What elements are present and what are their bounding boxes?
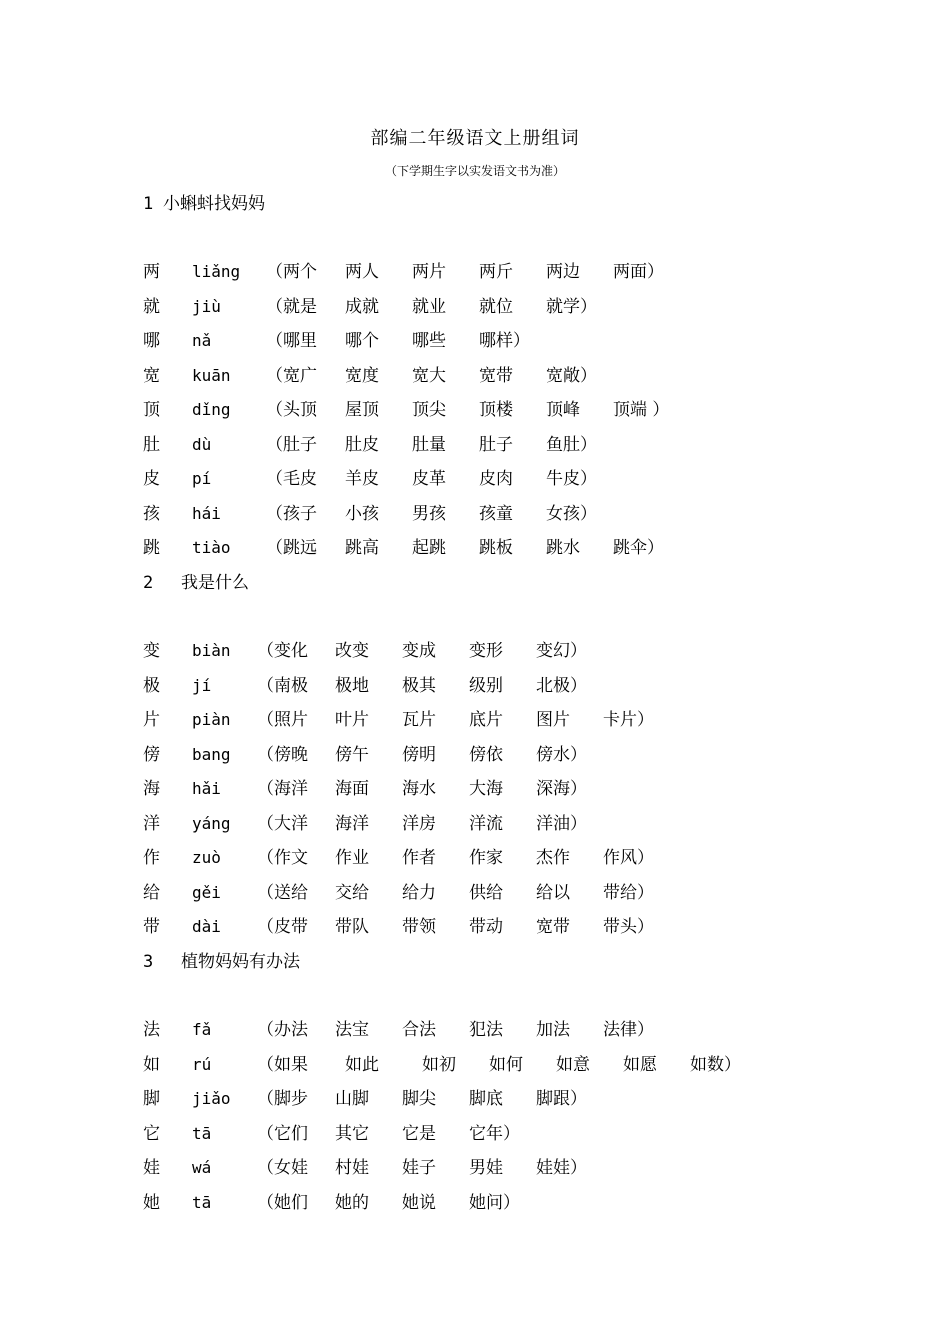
vocab-row (0, 363, 950, 389)
vocab-word: （孩子 (266, 503, 317, 524)
vocab-word: 肚皮 (345, 434, 379, 455)
vocab-row (0, 638, 950, 664)
vocab-pinyin: hái (192, 503, 221, 523)
vocab-word: （送给 (257, 882, 308, 903)
vocab-word: 娃子 (402, 1158, 436, 1178)
vocab-character: 就 (143, 296, 160, 317)
vocab-pinyin: jí (192, 675, 212, 695)
vocab-word: 娃娃） (536, 1158, 587, 1178)
vocab-word: （头顶 (266, 400, 317, 420)
vocab-word: （办法 (257, 1020, 308, 1040)
vocab-pinyin: pí (192, 469, 212, 488)
vocab-word: （照片 (257, 710, 308, 730)
vocab-word: 就学） (546, 296, 597, 317)
vocab-word: 作风） (603, 848, 654, 868)
vocab-pinyin: liǎng (192, 262, 241, 281)
vocab-word: 顶峰 (546, 400, 580, 420)
vocab-word: 加法 (536, 1020, 570, 1040)
vocab-word: 跳高 (345, 538, 379, 558)
vocab-character: 傍 (143, 744, 160, 765)
vocab-row (0, 707, 950, 733)
vocab-character: 娃 (143, 1158, 160, 1178)
vocab-word: 孩童 (479, 503, 513, 524)
vocab-character: 孩 (143, 503, 160, 524)
vocab-word: 她说 (402, 1192, 436, 1213)
vocab-word: 给以 (536, 882, 570, 903)
vocab-character: 变 (143, 641, 160, 661)
vocab-word: 宽敞） (546, 365, 597, 386)
vocab-word: 海水 (402, 779, 436, 799)
vocab-character: 极 (143, 675, 160, 696)
vocab-row (0, 466, 950, 492)
vocab-row (0, 673, 950, 699)
vocab-pinyin: zuò (192, 848, 221, 867)
vocab-pinyin: tā (192, 1192, 212, 1212)
vocab-word: 法宝 (335, 1020, 369, 1040)
vocab-word: （女娃 (257, 1158, 308, 1178)
vocab-word: 大海 (469, 779, 503, 799)
vocab-character: 带 (143, 917, 160, 937)
vocab-word: （大洋 (257, 813, 308, 834)
vocab-word: 极其 (402, 675, 436, 696)
document-title: 部编二年级语文上册组词 (370, 128, 580, 149)
vocab-word: 女孩） (546, 503, 597, 524)
vocab-word: 带队 (335, 917, 369, 937)
vocab-word: 其它 (335, 1123, 369, 1144)
vocab-word: 鱼肚） (546, 434, 597, 455)
vocab-word: （毛皮 (266, 469, 317, 489)
vocab-word: （作文 (257, 848, 308, 868)
vocab-character: 片 (143, 710, 160, 730)
vocab-word: （她们 (257, 1192, 308, 1213)
vocab-word: （它们 (257, 1123, 308, 1144)
vocab-character: 宽 (143, 365, 160, 386)
vocab-word: 洋房 (402, 813, 436, 834)
vocab-word: （跳远 (266, 538, 317, 558)
vocab-word: 就位 (479, 296, 513, 317)
vocab-row (0, 328, 950, 354)
vocab-word: （如果 (257, 1054, 308, 1075)
vocab-character: 跳 (143, 538, 160, 558)
vocab-row (0, 811, 950, 837)
vocab-word: 变形 (469, 641, 503, 661)
vocab-word: 海面 (335, 779, 369, 799)
vocab-row (0, 776, 950, 802)
lesson-heading (143, 191, 265, 217)
vocab-word: 作家 (469, 848, 503, 868)
vocab-word: 宽大 (412, 365, 446, 386)
vocab-pinyin: dǐng (192, 400, 231, 419)
vocab-row (0, 1190, 950, 1216)
vocab-row (0, 1052, 950, 1078)
vocab-word: （傍晚 (257, 744, 308, 765)
vocab-pinyin: gěi (192, 882, 221, 902)
vocab-pinyin: jiǎo (192, 1089, 231, 1108)
vocab-character: 皮 (143, 469, 160, 489)
vocab-row (0, 845, 950, 871)
lesson-heading (143, 570, 249, 596)
vocab-word: 哪样） (479, 331, 530, 351)
vocab-word: 底片 (469, 710, 503, 730)
vocab-word: 供给 (469, 882, 503, 903)
vocab-word: 北极） (536, 675, 587, 696)
vocab-word: 变成 (402, 641, 436, 661)
vocab-word: 变幻） (536, 641, 587, 661)
vocab-pinyin: rú (192, 1054, 212, 1074)
vocab-word: 叶片 (335, 710, 369, 730)
vocab-row (0, 880, 950, 906)
vocab-word: （变化 (257, 641, 308, 661)
vocab-pinyin: yáng (192, 813, 231, 833)
vocab-word: 山脚 (335, 1089, 369, 1109)
vocab-word: 肚子 (479, 434, 513, 455)
vocab-word: 它年） (469, 1123, 520, 1144)
vocab-word: 皮革 (412, 469, 446, 489)
vocab-word: 如数） (690, 1054, 741, 1075)
vocab-word: 脚底 (469, 1089, 503, 1109)
vocab-word: （两个 (266, 262, 317, 282)
lesson-name: 植物妈妈有办法 (181, 952, 300, 972)
vocab-word: 起跳 (412, 538, 446, 558)
vocab-word: 宽带 (536, 917, 570, 937)
vocab-word: 作业 (335, 848, 369, 868)
vocab-word: 男娃 (469, 1158, 503, 1178)
vocab-word: （就是 (266, 296, 317, 317)
vocab-word: 法律） (603, 1020, 654, 1040)
vocab-word: 带给） (603, 882, 654, 903)
vocab-word: 如愿 (623, 1054, 657, 1075)
vocab-word: 顶端 ） (613, 400, 670, 420)
vocab-word: 如何 (489, 1054, 523, 1075)
vocab-character: 海 (143, 779, 160, 799)
vocab-word: 傍午 (335, 744, 369, 765)
vocab-word: 两面） (613, 262, 664, 282)
vocab-pinyin: dù (192, 434, 212, 454)
vocab-word: 她的 (335, 1192, 369, 1213)
vocab-row (0, 501, 950, 527)
vocab-character: 脚 (143, 1089, 160, 1109)
vocab-word: 两斤 (479, 262, 513, 282)
lesson-number: 3 (143, 952, 154, 972)
vocab-word: 卡片） (603, 710, 654, 730)
vocab-word: 极地 (335, 675, 369, 696)
vocab-word: 两边 (546, 262, 580, 282)
vocab-word: 脚跟） (536, 1089, 587, 1109)
vocab-character: 肚 (143, 434, 160, 455)
document-subtitle: （下学期生字以实发语文书为准） (384, 164, 565, 178)
vocab-word: 皮肉 (479, 469, 513, 489)
lesson-number: 1 (143, 194, 154, 214)
vocab-word: （海洋 (257, 779, 308, 799)
vocab-character: 洋 (143, 813, 160, 834)
vocab-row (0, 914, 950, 940)
vocab-word: 两人 (345, 262, 379, 282)
vocab-row (0, 397, 950, 423)
vocab-word: 作者 (402, 848, 436, 868)
vocab-word: （皮带 (257, 917, 308, 937)
vocab-word: （肚子 (266, 434, 317, 455)
vocab-pinyin: biàn (192, 641, 231, 660)
lesson-number: 2 (143, 573, 154, 593)
vocab-word: 改变 (335, 641, 369, 661)
vocab-word: （宽广 (266, 365, 317, 386)
vocab-word: 给力 (402, 882, 436, 903)
vocab-row (0, 259, 950, 285)
vocab-word: 跳水 (546, 538, 580, 558)
vocab-pinyin: dài (192, 917, 221, 936)
vocab-row (0, 432, 950, 458)
lesson-name: 小蝌蚪找妈妈 (163, 194, 265, 214)
vocab-word: 如初 (422, 1054, 456, 1075)
vocab-word: 犯法 (469, 1020, 503, 1040)
vocab-word: 哪些 (412, 331, 446, 351)
vocab-pinyin: jiù (192, 296, 221, 316)
vocab-word: 傍依 (469, 744, 503, 765)
vocab-word: 就业 (412, 296, 446, 317)
vocab-word: （南极 (257, 675, 308, 696)
vocab-row (0, 1017, 950, 1043)
vocab-row (0, 294, 950, 320)
vocab-word: 海洋 (335, 813, 369, 834)
vocab-word: 交给 (335, 882, 369, 903)
vocab-pinyin: bang (192, 744, 231, 764)
vocab-word: 带头） (603, 917, 654, 937)
vocab-word: （脚步 (257, 1089, 308, 1109)
vocab-pinyin: piàn (192, 710, 231, 729)
vocab-character: 两 (143, 262, 160, 282)
vocab-word: 它是 (402, 1123, 436, 1144)
vocab-character: 顶 (143, 400, 160, 420)
vocab-word: 小孩 (345, 503, 379, 524)
vocab-character: 它 (143, 1123, 160, 1144)
vocab-word: 牛皮） (546, 469, 597, 489)
vocab-word: 顶尖 (412, 400, 446, 420)
vocab-word: 深海） (536, 779, 587, 799)
vocab-word: 宽度 (345, 365, 379, 386)
vocab-character: 如 (143, 1054, 160, 1075)
vocab-pinyin: wá (192, 1158, 212, 1177)
vocab-word: 跳伞） (613, 538, 664, 558)
vocab-word: 脚尖 (402, 1089, 436, 1109)
vocab-word: 两片 (412, 262, 446, 282)
vocab-word: 图片 (536, 710, 570, 730)
vocab-row (0, 1086, 950, 1112)
vocab-word: 宽带 (479, 365, 513, 386)
vocab-word: 带动 (469, 917, 503, 937)
vocab-row (0, 742, 950, 768)
lesson-heading (143, 949, 300, 975)
lesson-name: 我是什么 (181, 573, 249, 593)
vocab-pinyin: fǎ (192, 1020, 212, 1039)
vocab-word: 成就 (345, 296, 379, 317)
vocab-word: 跳板 (479, 538, 513, 558)
vocab-row (0, 1121, 950, 1147)
vocab-character: 给 (143, 882, 160, 903)
vocab-word: 傍明 (402, 744, 436, 765)
vocab-word: 杰作 (536, 848, 570, 868)
vocab-pinyin: tiào (192, 538, 231, 557)
vocab-word: 洋流 (469, 813, 503, 834)
vocab-row (0, 1155, 950, 1181)
vocab-word: 瓦片 (402, 710, 436, 730)
vocab-word: 如此 (345, 1054, 379, 1075)
vocab-word: 如意 (556, 1054, 590, 1075)
vocab-pinyin: kuān (192, 365, 231, 385)
vocab-word: 哪个 (345, 331, 379, 351)
vocab-pinyin: hǎi (192, 779, 221, 798)
vocab-character: 作 (143, 848, 160, 868)
vocab-character: 哪 (143, 331, 160, 351)
vocab-word: 男孩 (412, 503, 446, 524)
vocab-character: 法 (143, 1020, 160, 1040)
vocab-word: 合法 (402, 1020, 436, 1040)
vocab-word: 羊皮 (345, 469, 379, 489)
vocab-word: （哪里 (266, 331, 317, 351)
vocab-pinyin: tā (192, 1123, 212, 1143)
vocab-word: 顶楼 (479, 400, 513, 420)
vocab-word: 傍水） (536, 744, 587, 765)
vocab-word: 她问） (469, 1192, 520, 1213)
vocab-row (0, 535, 950, 561)
vocab-word: 村娃 (335, 1158, 369, 1178)
vocab-pinyin: nǎ (192, 331, 212, 350)
vocab-word: 级别 (469, 675, 503, 696)
vocab-word: 屋顶 (345, 400, 379, 420)
vocab-word: 带领 (402, 917, 436, 937)
vocab-word: 肚量 (412, 434, 446, 455)
vocab-word: 洋油） (536, 813, 587, 834)
vocab-character: 她 (143, 1192, 160, 1213)
